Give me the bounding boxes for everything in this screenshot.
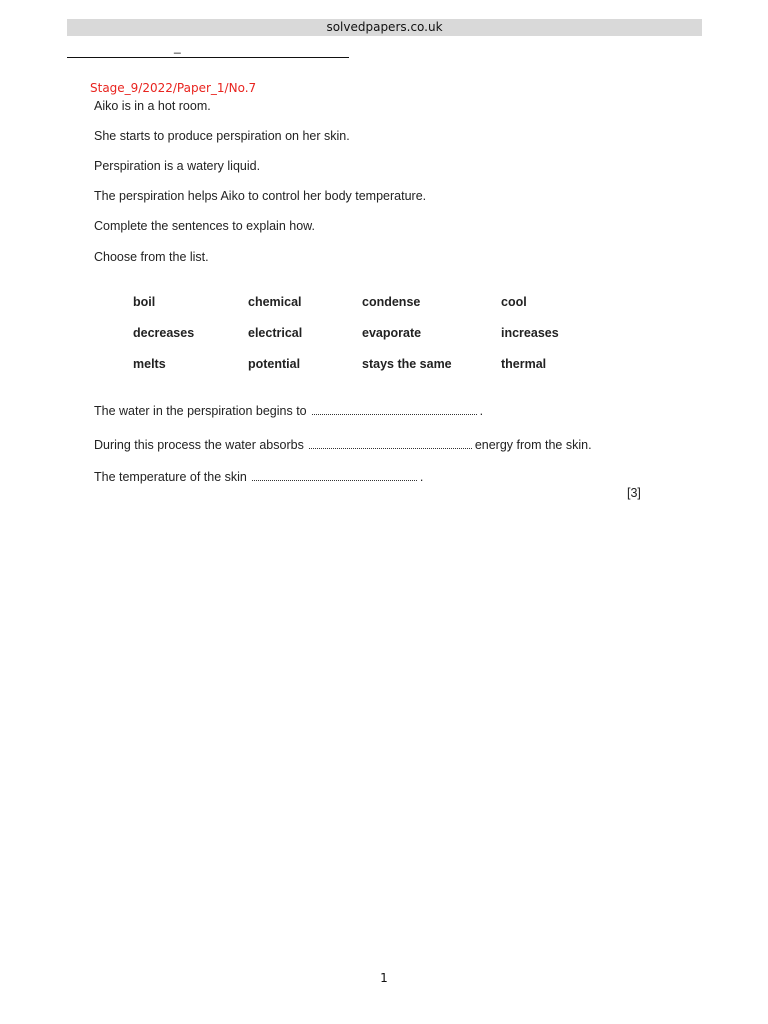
word-stays-the-same: stays the same	[362, 357, 452, 371]
sentence-3	[94, 469, 423, 485]
sentence-2-end: energy from the skin.	[474, 438, 592, 452]
word-thermal: thermal	[501, 357, 547, 371]
page-number: 1	[380, 971, 388, 985]
sentence-2-text: During this process the water absorbs	[94, 438, 304, 452]
sentence-1-end: .	[479, 404, 484, 418]
paragraph-4: The perspiration helps Aiko to control her body temperature.	[94, 189, 427, 203]
answer-blank-1[interactable]	[312, 403, 477, 415]
header-dash: _	[174, 40, 181, 54]
sentence-1	[94, 403, 483, 419]
word-chemical: chemical	[248, 295, 302, 309]
word-electrical: electrical	[248, 326, 303, 340]
sentence-3-end: .	[419, 470, 424, 484]
paragraph-5: Complete the sentences to explain how.	[94, 219, 315, 233]
word-melts: melts	[133, 357, 166, 371]
header-rule	[67, 57, 349, 58]
answer-blank-2[interactable]	[309, 437, 472, 449]
word-potential: potential	[248, 357, 301, 371]
word-evaporate: evaporate	[362, 326, 422, 340]
sentence-3-text: The temperature of the skin	[94, 470, 247, 484]
sentence-1-text: The water in the perspiration begins to	[94, 404, 307, 418]
word-increases: increases	[501, 326, 559, 340]
site-header: solvedpapers.co.uk	[67, 19, 702, 36]
word-cool: cool	[501, 295, 527, 309]
word-condense: condense	[362, 295, 421, 309]
word-boil: boil	[133, 295, 156, 309]
paragraph-2: She starts to produce perspiration on her skin.	[94, 129, 350, 143]
paragraph-1: Aiko is in a hot room.	[94, 99, 211, 113]
answer-blank-3[interactable]	[252, 469, 417, 481]
paragraph-3: Perspiration is a watery liquid.	[94, 159, 261, 173]
question-reference: Stage_9/2022/Paper_1/No.7	[90, 81, 257, 95]
word-decreases: decreases	[133, 326, 195, 340]
paragraph-6: Choose from the list.	[94, 250, 209, 264]
marks-label: [3]	[627, 486, 641, 500]
sentence-2	[94, 437, 592, 453]
